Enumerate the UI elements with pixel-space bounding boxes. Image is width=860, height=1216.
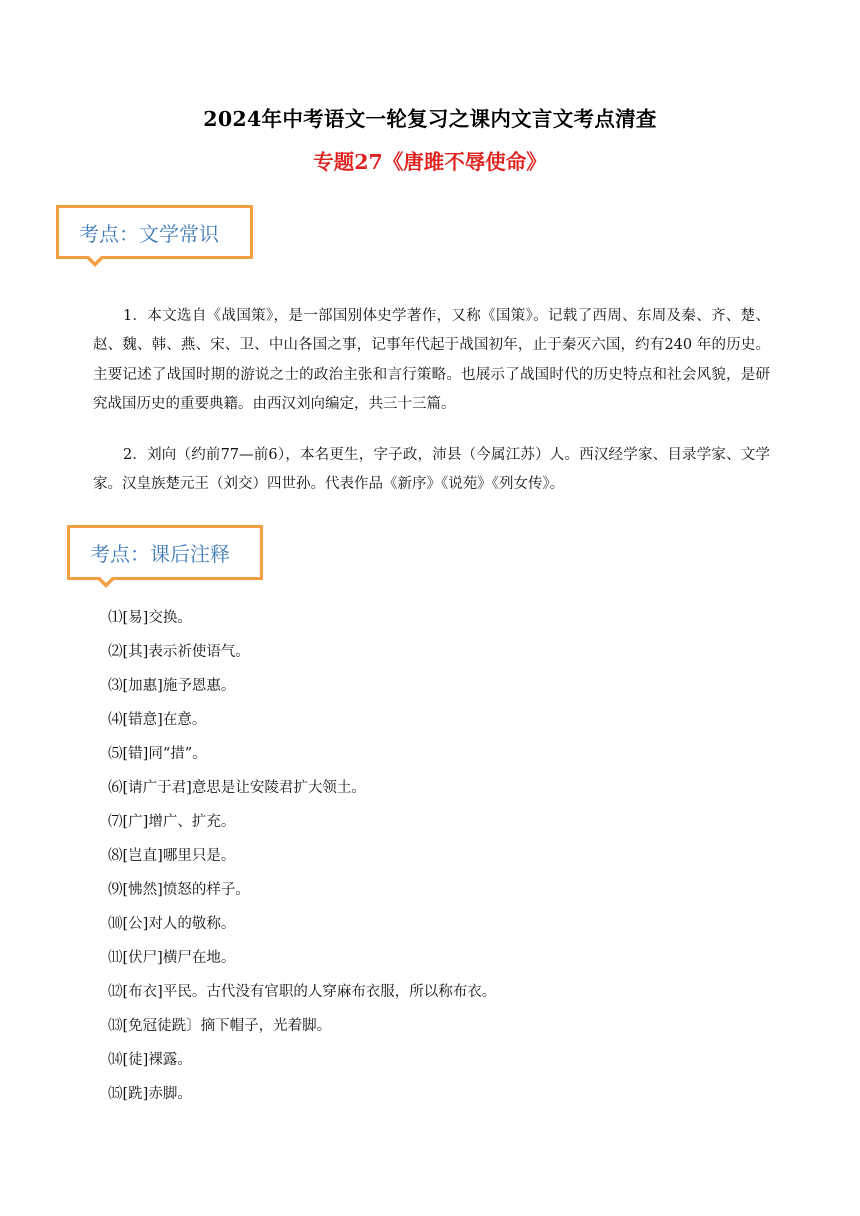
annotation-item: ⑺[广]增广、扩充。 [108,814,236,830]
section-heading-literary-knowledge [56,205,253,259]
paragraph-liuxiang: 2．刘向（约前77—前6），本名更生，字子政，沛县（今属江苏）人。西汉经学家、目录学家、文学家。汉皇族楚元王（刘交）四世孙。代表作品《新序》《说苑》《列女传》。 [93,446,770,492]
annotation-item: ⑶[加惠]施予恩惠。 [108,678,236,694]
annotation-list [108,606,496,1116]
document-subtitle: 专题27《唐雎不辱使命》 [313,150,547,174]
annotation-item: ⑽[公]对人的敬称。 [108,916,236,932]
annotation-item: ⑵[其]表示祈使语气。 [108,644,250,660]
annotation-item: ⑻[岂直]哪里只是。 [108,848,236,864]
annotation-item: ⑸[错]同“措”。 [108,746,207,762]
paragraph-zhanguoce: 1．本文选自《战国策》，是一部国别体史学著作，又称《国策》。记载了西周、东周及秦、齐、楚、赵、魏、韩、燕、宋、卫、中山各国之事，记事年代起于战国初年，止于秦灭六国，约有240 年的历史。主要记述了战国时期的游说之士的政治主张和言行策略。也展示了战国时代的历史特点和社会风貌，是研究战国历史的重要典籍。由西汉刘向编定，共三十三篇。 [93,307,770,412]
annotation-item: ⒂[跣]赤脚。 [108,1086,192,1102]
annotation-item: ⑹[请广于君]意思是让安陵君扩大领土。 [108,780,366,796]
annotation-item: ⑾[伏尸]横尸在地。 [108,950,236,966]
section-heading-label: 考点：文学常识 [79,221,219,246]
annotation-item: ⑷[错意]在意。 [108,712,207,728]
section-heading-label: 考点：课后注释 [90,542,230,566]
annotation-item: ⑼[怫然]愤怒的样子。 [108,882,250,898]
document-title: 2024年中考语文一轮复习之课内文言文考点清查 [203,107,657,131]
annotation-item: ⒀[免冠徒跣〕摘下帽子，光着脚。 [108,1018,332,1034]
annotation-item: ⒁[徒]裸露。 [108,1052,192,1068]
annotation-item: ⑿[布衣]平民。古代没有官职的人穿麻布衣服，所以称布衣。 [108,984,497,1000]
section-heading-annotations [67,525,263,580]
annotation-item: ⑴[易]交换。 [108,610,192,626]
